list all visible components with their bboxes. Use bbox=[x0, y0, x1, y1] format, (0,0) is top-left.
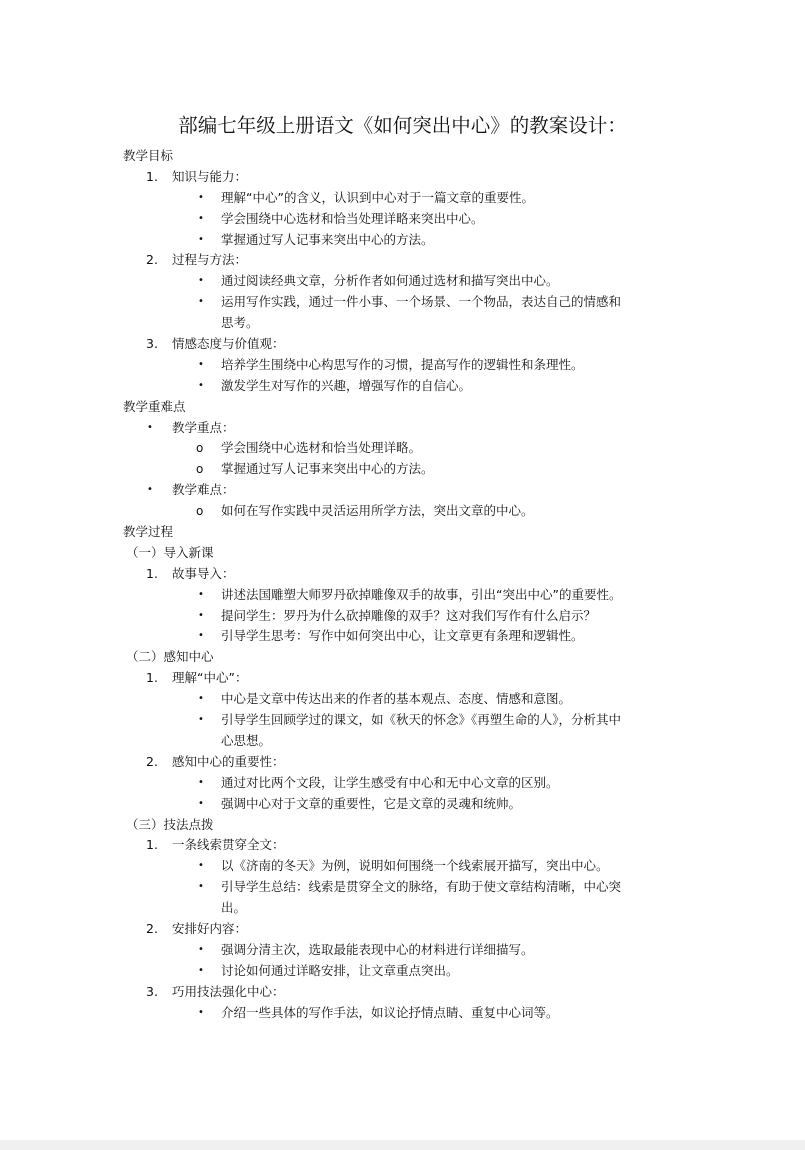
bullet-marker: • bbox=[198, 609, 204, 621]
bullet-marker: • bbox=[198, 693, 204, 705]
bullet-text: 理解“中心”的含义，认识到中心对于一篇文章的重要性。 bbox=[221, 189, 534, 205]
bullet-item bbox=[0, 271, 805, 292]
bullet-text: 培养学生围绕中心构思写作的习惯，提高写作的逻辑性和条理性。 bbox=[221, 356, 584, 372]
bullet-marker: • bbox=[198, 776, 204, 788]
bullet-item bbox=[0, 626, 805, 647]
bullet-text: 讨论如何通过详略安排，让文章重点突出。 bbox=[221, 962, 459, 978]
sub-item-text: 学会围绕中心选材和恰当处理详略。 bbox=[221, 440, 422, 456]
item-label: 知识与能力： bbox=[172, 168, 248, 184]
bullet-item bbox=[0, 689, 805, 710]
objectives-heading: 教学目标 bbox=[123, 148, 174, 163]
sub-item bbox=[0, 459, 805, 480]
item-label: 情感态度与价值观： bbox=[172, 336, 285, 352]
circle-marker: o bbox=[196, 441, 204, 456]
page-title: 部编七年级上册语文《如何突出中心》的教案设计： bbox=[178, 114, 627, 137]
numbered-item bbox=[0, 982, 805, 1003]
bullet-text: 引导学生总结：线索是贯穿全文的脉络，有助于使文章结构清晰，中心突 bbox=[221, 879, 622, 895]
bullet-text: 掌握通过写人记事来突出中心的方法。 bbox=[221, 231, 434, 247]
item-number: 2. bbox=[146, 252, 158, 268]
bullet-text: 运用写作实践，通过一件小事、一个场景、一个物品，表达自己的情感和 bbox=[221, 294, 622, 310]
bullet-marker: • bbox=[147, 484, 153, 496]
section-title: （三）技法点拨 bbox=[126, 816, 214, 832]
item-label: 理解“中心”： bbox=[172, 670, 248, 686]
bullet-text: 中心是文章中传达出来的作者的基本观点、态度、情感和意图。 bbox=[221, 691, 572, 707]
numbered-item bbox=[0, 250, 805, 271]
bullet-text: 通过阅读经典文章，分析作者如何通过选材和描写突出中心。 bbox=[221, 273, 559, 289]
bullet-text: 思考。 bbox=[221, 315, 259, 331]
bullet-text: 激发学生对写作的兴趣，增强写作的自信心。 bbox=[221, 377, 472, 393]
numbered-item bbox=[0, 167, 805, 188]
bullet-item bbox=[0, 188, 805, 209]
bullet-text: 讲述法国雕塑大师罗丹砍掉雕像双手的故事，引出“突出中心”的重要性。 bbox=[221, 586, 622, 602]
page-bottom-edge bbox=[0, 1140, 805, 1150]
sub-item bbox=[0, 501, 805, 522]
bullet-text: 介绍一些具体的写作手法，如议论抒情点睛、重复中心词等。 bbox=[221, 1004, 559, 1020]
bullet-text: 提问学生：罗丹为什么砍掉雕像的双手？这对我们写作有什么启示？ bbox=[221, 607, 597, 623]
numbered-item bbox=[0, 668, 805, 689]
process-heading: 教学过程 bbox=[123, 524, 174, 540]
bullet-marker: • bbox=[198, 881, 204, 893]
bullet-marker: • bbox=[198, 588, 204, 600]
bullet-item bbox=[0, 292, 805, 313]
bullet-item bbox=[0, 773, 805, 794]
bullet-marker: • bbox=[198, 191, 204, 203]
item-label: 安排好内容： bbox=[172, 920, 248, 936]
numbered-item bbox=[0, 564, 805, 585]
bullet-text: 出。 bbox=[221, 900, 247, 916]
bullet-marker: • bbox=[198, 797, 204, 809]
keypoint-item bbox=[0, 480, 805, 501]
bullet-marker: • bbox=[198, 296, 204, 308]
item-label: 故事导入： bbox=[172, 565, 235, 581]
numbered-item bbox=[0, 752, 805, 773]
bullet-marker: • bbox=[198, 943, 204, 955]
bullet-marker: • bbox=[198, 379, 204, 391]
bullet-continuation bbox=[0, 731, 805, 752]
keypoints-heading: 教学重难点 bbox=[123, 398, 186, 414]
bullet-marker: • bbox=[198, 714, 204, 726]
bullet-item bbox=[0, 355, 805, 376]
bullet-marker: • bbox=[198, 275, 204, 287]
item-number: 2. bbox=[146, 920, 158, 936]
numbered-item bbox=[0, 835, 805, 856]
item-number: 1. bbox=[146, 168, 158, 184]
keypoint-item bbox=[0, 418, 805, 439]
item-number: 2. bbox=[146, 753, 158, 769]
bullet-item bbox=[0, 376, 805, 397]
bullet-text: 强调分清主次，选取最能表现中心的材料进行详细描写。 bbox=[221, 941, 534, 957]
bullet-text: 强调中心对于文章的重要性，它是文章的灵魂和统帅。 bbox=[221, 795, 522, 811]
item-number: 3. bbox=[146, 983, 158, 999]
bullet-item bbox=[0, 230, 805, 251]
bullet-text: 通过对比两个文段，让学生感受有中心和无中心文章的区别。 bbox=[221, 774, 559, 790]
bullet-marker: • bbox=[198, 233, 204, 245]
bullet-marker: • bbox=[198, 860, 204, 872]
bullet-item bbox=[0, 961, 805, 982]
bullet-marker: • bbox=[198, 212, 204, 224]
bullet-item bbox=[0, 585, 805, 606]
keypoint-label: 教学重点： bbox=[172, 419, 235, 435]
bullet-item bbox=[0, 209, 805, 230]
item-number: 1. bbox=[146, 837, 158, 853]
circle-marker: o bbox=[196, 462, 204, 477]
item-number: 1. bbox=[146, 565, 158, 581]
bullet-item bbox=[0, 710, 805, 731]
item-label: 过程与方法： bbox=[172, 252, 248, 268]
bullet-item bbox=[0, 1003, 805, 1024]
section-title: （一）导入新课 bbox=[126, 544, 214, 560]
bullet-item bbox=[0, 794, 805, 815]
bullet-continuation bbox=[0, 313, 805, 334]
section-title: （二）感知中心 bbox=[126, 649, 214, 665]
bullet-marker: • bbox=[198, 1006, 204, 1018]
item-number: 3. bbox=[146, 336, 158, 352]
item-number: 1. bbox=[146, 670, 158, 686]
bullet-item bbox=[0, 940, 805, 961]
numbered-item bbox=[0, 919, 805, 940]
bullet-text: 引导学生思考：写作中如何突出中心，让文章更有条理和逻辑性。 bbox=[221, 628, 584, 644]
item-label: 感知中心的重要性： bbox=[172, 753, 285, 769]
sub-item-text: 掌握通过写人记事来突出中心的方法。 bbox=[221, 461, 434, 477]
bullet-item bbox=[0, 877, 805, 898]
bullet-item bbox=[0, 856, 805, 877]
bullet-marker: • bbox=[198, 964, 204, 976]
bullet-text: 以《济南的冬天》为例，说明如何围绕一个线索展开描写，突出中心。 bbox=[221, 858, 609, 874]
document-body bbox=[0, 146, 805, 1023]
keypoint-label: 教学难点： bbox=[172, 482, 235, 498]
bullet-item bbox=[0, 606, 805, 627]
sub-item-text: 如何在写作实践中灵活运用所学方法，突出文章的中心。 bbox=[221, 503, 534, 519]
bullet-marker: • bbox=[198, 630, 204, 642]
bullet-marker: • bbox=[147, 421, 153, 433]
sub-item bbox=[0, 438, 805, 459]
bullet-continuation bbox=[0, 898, 805, 919]
numbered-item bbox=[0, 334, 805, 355]
bullet-marker: • bbox=[198, 358, 204, 370]
bullet-text: 引导学生回顾学过的课文，如《秋天的怀念》《再塑生命的人》，分析其中 bbox=[221, 712, 622, 728]
bullet-text: 心思想。 bbox=[221, 732, 272, 748]
item-label: 巧用技法强化中心： bbox=[172, 983, 285, 999]
item-label: 一条线索贯穿全文： bbox=[172, 837, 285, 853]
bullet-text: 学会围绕中心选材和恰当处理详略来突出中心。 bbox=[221, 210, 484, 226]
circle-marker: o bbox=[196, 504, 204, 519]
